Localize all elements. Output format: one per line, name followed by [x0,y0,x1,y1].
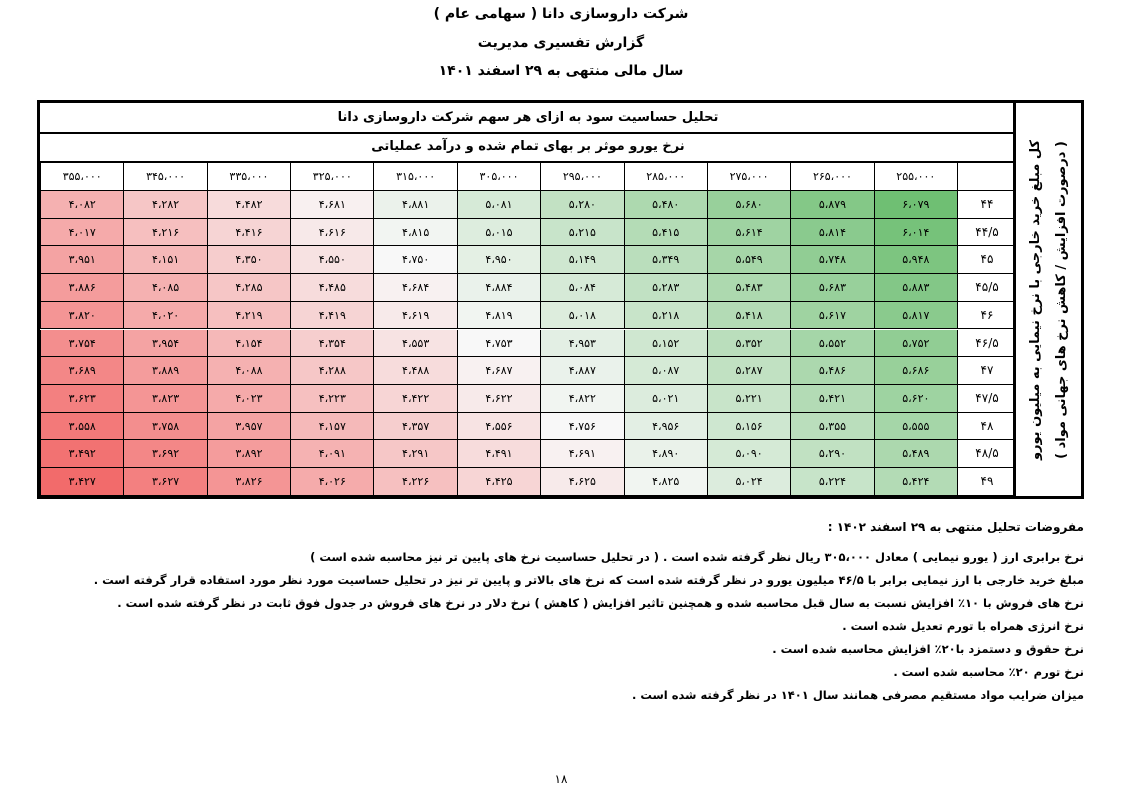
table-cell: ۵،۰۱۸ [540,302,623,330]
table-cell: ۳،۷۵۴ [40,330,123,358]
column-header: ۳۵۵،۰۰۰ [40,163,123,191]
table-cell: ۵،۴۸۶ [790,357,873,385]
table-cell: ۴،۰۸۲ [40,191,123,219]
table-cell: ۵،۲۸۳ [624,274,707,302]
table-cell: ۴،۱۵۱ [123,246,206,274]
table-cell: ۵،۱۵۲ [624,330,707,358]
table-cell: ۶،۰۷۹ [874,191,957,219]
table-cell: ۴،۴۲۵ [457,468,540,496]
sensitivity-table [37,100,1084,499]
table-cell: ۴،۰۲۳ [207,385,290,413]
table-cell: ۵،۴۲۴ [874,468,957,496]
table-cell: ۵،۴۸۹ [874,440,957,468]
table-cell: ۵،۱۴۹ [540,246,623,274]
table-cell: ۴،۲۸۲ [123,191,206,219]
table-cell: ۴،۶۹۱ [540,440,623,468]
table-cell: ۳،۶۹۲ [123,440,206,468]
table-cell: ۵،۰۲۱ [624,385,707,413]
table-cell: ۵،۰۱۵ [457,219,540,247]
column-header: ۲۵۵،۰۰۰ [874,163,957,191]
table-cell: ۵،۹۴۸ [874,246,957,274]
table-cell: ۵،۶۸۳ [790,274,873,302]
table-cell: ۵،۸۱۷ [874,302,957,330]
table-cell: ۳،۴۲۷ [40,468,123,496]
column-header: ۳۳۵،۰۰۰ [207,163,290,191]
table-cell: ۴،۹۵۰ [457,246,540,274]
assumptions-title: مفروضات تحلیل منتهی به ۲۹ اسفند ۱۴۰۲ : [827,520,1084,534]
table-cell: ۳،۸۲۳ [123,385,206,413]
column-header: ۳۲۵،۰۰۰ [290,163,373,191]
table-cell: ۴،۲۲۶ [373,468,456,496]
table-cell: ۴،۰۸۵ [123,274,206,302]
table-cell: ۴،۲۱۶ [123,219,206,247]
table-cell: ۴،۸۱۵ [373,219,456,247]
row-label: ۴۴ [957,191,1016,219]
table-cell: ۵،۰۸۷ [624,357,707,385]
table-cell: ۴،۲۹۱ [373,440,456,468]
table-cell: ۴،۲۲۳ [290,385,373,413]
table-cell: ۵،۴۲۱ [790,385,873,413]
table-cell: ۵،۴۱۵ [624,219,707,247]
table-cell: ۴،۰۲۰ [123,302,206,330]
table-cell: ۴،۶۲۵ [540,468,623,496]
side-label-line1: کل مبلغ خرید خارجی با نرخ نیمایی به میلیون یورو [1027,139,1043,460]
table-cell: ۴،۰۱۷ [40,219,123,247]
table-cell: ۴،۰۹۱ [290,440,373,468]
table-cell: ۵،۷۴۸ [790,246,873,274]
table-cell: ۴،۰۸۸ [207,357,290,385]
table-cell: ۵،۲۸۰ [540,191,623,219]
table-cell: ۴،۸۸۱ [373,191,456,219]
assumption-item: نرخ برابری ارز ( یورو نیمایی ) معادل ۳۰۵،۰۰۰ ریال نظر گرفته شده است . ( در تحلیل حساسیت نرخ های پایین تر نیز محاسبه شده است ) [310,550,1084,564]
table-cell: ۳،۸۲۰ [40,302,123,330]
table-cell: ۴،۴۲۲ [373,385,456,413]
report-period: سال مالی منتهی به ۲۹ اسفند ۱۴۰۱ [438,63,684,79]
row-label: ۴۸ [957,413,1016,441]
table-cell: ۴،۸۸۴ [457,274,540,302]
table-cell: ۴،۵۵۶ [457,413,540,441]
table-cell: ۳،۹۵۷ [207,413,290,441]
table-cell: ۴،۳۵۰ [207,246,290,274]
table-cell: ۵،۶۱۴ [707,219,790,247]
assumption-item: نرخ انرژی همراه با تورم تعدیل شده است . [842,619,1084,633]
table-cell: ۳،۸۸۹ [123,357,206,385]
table-cell: ۵،۲۸۷ [707,357,790,385]
table-cell: ۴،۶۱۶ [290,219,373,247]
table-cell: ۳،۶۲۷ [123,468,206,496]
table-cell: ۵،۸۷۹ [790,191,873,219]
row-label: ۴۵/۵ [957,274,1016,302]
row-label: ۴۷ [957,357,1016,385]
table-cell: ۴،۶۸۴ [373,274,456,302]
table-cell: ۴،۷۵۰ [373,246,456,274]
table-cell: ۵،۵۵۵ [874,413,957,441]
table-cell: ۴،۸۸۷ [540,357,623,385]
table-cell: ۴،۴۸۵ [290,274,373,302]
table-cell: ۳،۶۲۳ [40,385,123,413]
table-cell: ۳،۶۸۹ [40,357,123,385]
table-cell: ۴،۴۸۸ [373,357,456,385]
table-cell: ۵،۳۵۵ [790,413,873,441]
table-cell: ۴،۶۸۷ [457,357,540,385]
table-cell: ۳،۵۵۸ [40,413,123,441]
table-cell: ۴،۲۱۹ [207,302,290,330]
page-number: ۱۸ [554,772,568,786]
assumption-item: نرخ تورم ۲۰٪ محاسبه شده است . [893,665,1084,679]
row-label: ۴۸/۵ [957,440,1016,468]
table-subtitle: نرخ یورو موثر بر بهای تمام شده و درآمد عملیاتی [40,132,1016,163]
table-cell: ۴،۱۵۴ [207,330,290,358]
table-cell: ۳،۹۵۱ [40,246,123,274]
table-cell: ۵،۶۸۰ [707,191,790,219]
table-cell: ۵،۴۸۳ [707,274,790,302]
table-cell: ۵،۳۴۹ [624,246,707,274]
table-cell: ۵،۳۵۲ [707,330,790,358]
row-label: ۴۵ [957,246,1016,274]
column-header: ۲۷۵،۰۰۰ [707,163,790,191]
row-label: ۴۶/۵ [957,330,1016,358]
side-label-text [1023,114,1075,486]
table-cell: ۵،۸۸۳ [874,274,957,302]
table-cell: ۴،۶۱۹ [373,302,456,330]
row-label: ۴۶ [957,302,1016,330]
table-cell: ۳،۸۹۲ [207,440,290,468]
table-cell: ۵،۵۴۹ [707,246,790,274]
table-cell: ۵،۰۸۱ [457,191,540,219]
column-header: ۳۴۵،۰۰۰ [123,163,206,191]
table-cell: ۴،۷۵۶ [540,413,623,441]
table-title: تحلیل حساسیت سود به ازای هر سهم شرکت داروسازی دانا [40,103,1016,134]
table-cell: ۵،۰۲۴ [707,468,790,496]
assumption-item: نرخ های فروش با ۱۰٪ افزایش نسبت به سال قبل محاسبه شده و همچنین تاثیر افزایش ( کاهش ) نرخ دلار در نرخ های فروش در جدول فوق ثابت در نظر گرفته شده است . [117,596,1084,610]
table-cell: ۵،۸۱۴ [790,219,873,247]
table-cell: ۴،۲۸۸ [290,357,373,385]
table-cell: ۵،۴۸۰ [624,191,707,219]
row-label-header [957,163,1016,191]
table-cell: ۳،۸۸۶ [40,274,123,302]
table-cell: ۴،۹۵۳ [540,330,623,358]
table-cell: ۵،۱۵۶ [707,413,790,441]
table-cell: ۴،۳۵۷ [373,413,456,441]
column-header: ۲۹۵،۰۰۰ [540,163,623,191]
column-header: ۳۱۵،۰۰۰ [373,163,456,191]
column-header: ۲۶۵،۰۰۰ [790,163,873,191]
table-cell: ۴،۹۵۶ [624,413,707,441]
row-label: ۴۹ [957,468,1016,496]
table-cell: ۵،۶۸۶ [874,357,957,385]
table-cell: ۵،۰۸۴ [540,274,623,302]
company-name: شرکت داروسازی دانا ( سهامی عام ) [433,6,689,22]
table-cell: ۳،۸۲۶ [207,468,290,496]
table-cell: ۵،۰۹۰ [707,440,790,468]
table-cell: ۴،۶۸۱ [290,191,373,219]
side-label-line2: ( درصورت افزایش / کاهش نرخ های جهانی مواد ) [1053,140,1069,459]
table-cell: ۴،۶۲۲ [457,385,540,413]
table-cell: ۴،۴۱۶ [207,219,290,247]
row-label: ۴۷/۵ [957,385,1016,413]
table-cell: ۵،۲۲۱ [707,385,790,413]
table-cell: ۳،۷۵۸ [123,413,206,441]
table-cell: ۴،۸۱۹ [457,302,540,330]
table-cell: ۵،۴۱۸ [707,302,790,330]
table-cell: ۴،۲۸۵ [207,274,290,302]
table-cell: ۳،۴۹۲ [40,440,123,468]
side-label [1013,103,1081,496]
table-cell: ۵،۲۲۴ [790,468,873,496]
table-cell: ۴،۸۹۰ [624,440,707,468]
table-cell: ۴،۵۵۰ [290,246,373,274]
table-cell: ۵،۶۱۷ [790,302,873,330]
table-cell: ۵،۷۵۲ [874,330,957,358]
report-title: گزارش تفسیری مدیریت [477,35,645,51]
assumption-item: مبلغ خرید خارجی با ارز نیمایی برابر با ۴۶/۵ میلیون یورو در نظر گرفته شده است که نرخ های بالاتر و پایین تر نیز در تحلیل حساسیت مورد نظر مورد استفاده قرار گرفته است . [93,573,1084,587]
table-cell: ۴،۰۲۶ [290,468,373,496]
table-cell: ۴،۷۵۳ [457,330,540,358]
column-header: ۲۸۵،۰۰۰ [624,163,707,191]
table-cell: ۴،۸۲۲ [540,385,623,413]
table-cell: ۴،۱۵۷ [290,413,373,441]
table-grid [40,103,1016,496]
table-cell: ۴،۴۹۱ [457,440,540,468]
table-cell: ۳،۹۵۴ [123,330,206,358]
table-cell: ۵،۲۱۸ [624,302,707,330]
table-cell: ۴،۸۲۵ [624,468,707,496]
table-cell: ۴،۴۸۲ [207,191,290,219]
table-cell: ۶،۰۱۴ [874,219,957,247]
column-header: ۳۰۵،۰۰۰ [457,163,540,191]
table-cell: ۵،۵۵۲ [790,330,873,358]
table-cell: ۴،۵۵۳ [373,330,456,358]
table-cell: ۵،۶۲۰ [874,385,957,413]
assumption-item: نرخ حقوق و دستمزد با۲۰٪ افزایش محاسبه شده است . [772,642,1084,656]
table-cell: ۵،۲۹۰ [790,440,873,468]
table-cell: ۴،۴۱۹ [290,302,373,330]
row-label: ۴۴/۵ [957,219,1016,247]
assumption-item: میزان ضرایب مواد مستقیم مصرفی همانند سال ۱۴۰۱ در نظر گرفته شده است . [631,688,1084,702]
table-cell: ۵،۲۱۵ [540,219,623,247]
table-cell: ۴،۳۵۴ [290,330,373,358]
